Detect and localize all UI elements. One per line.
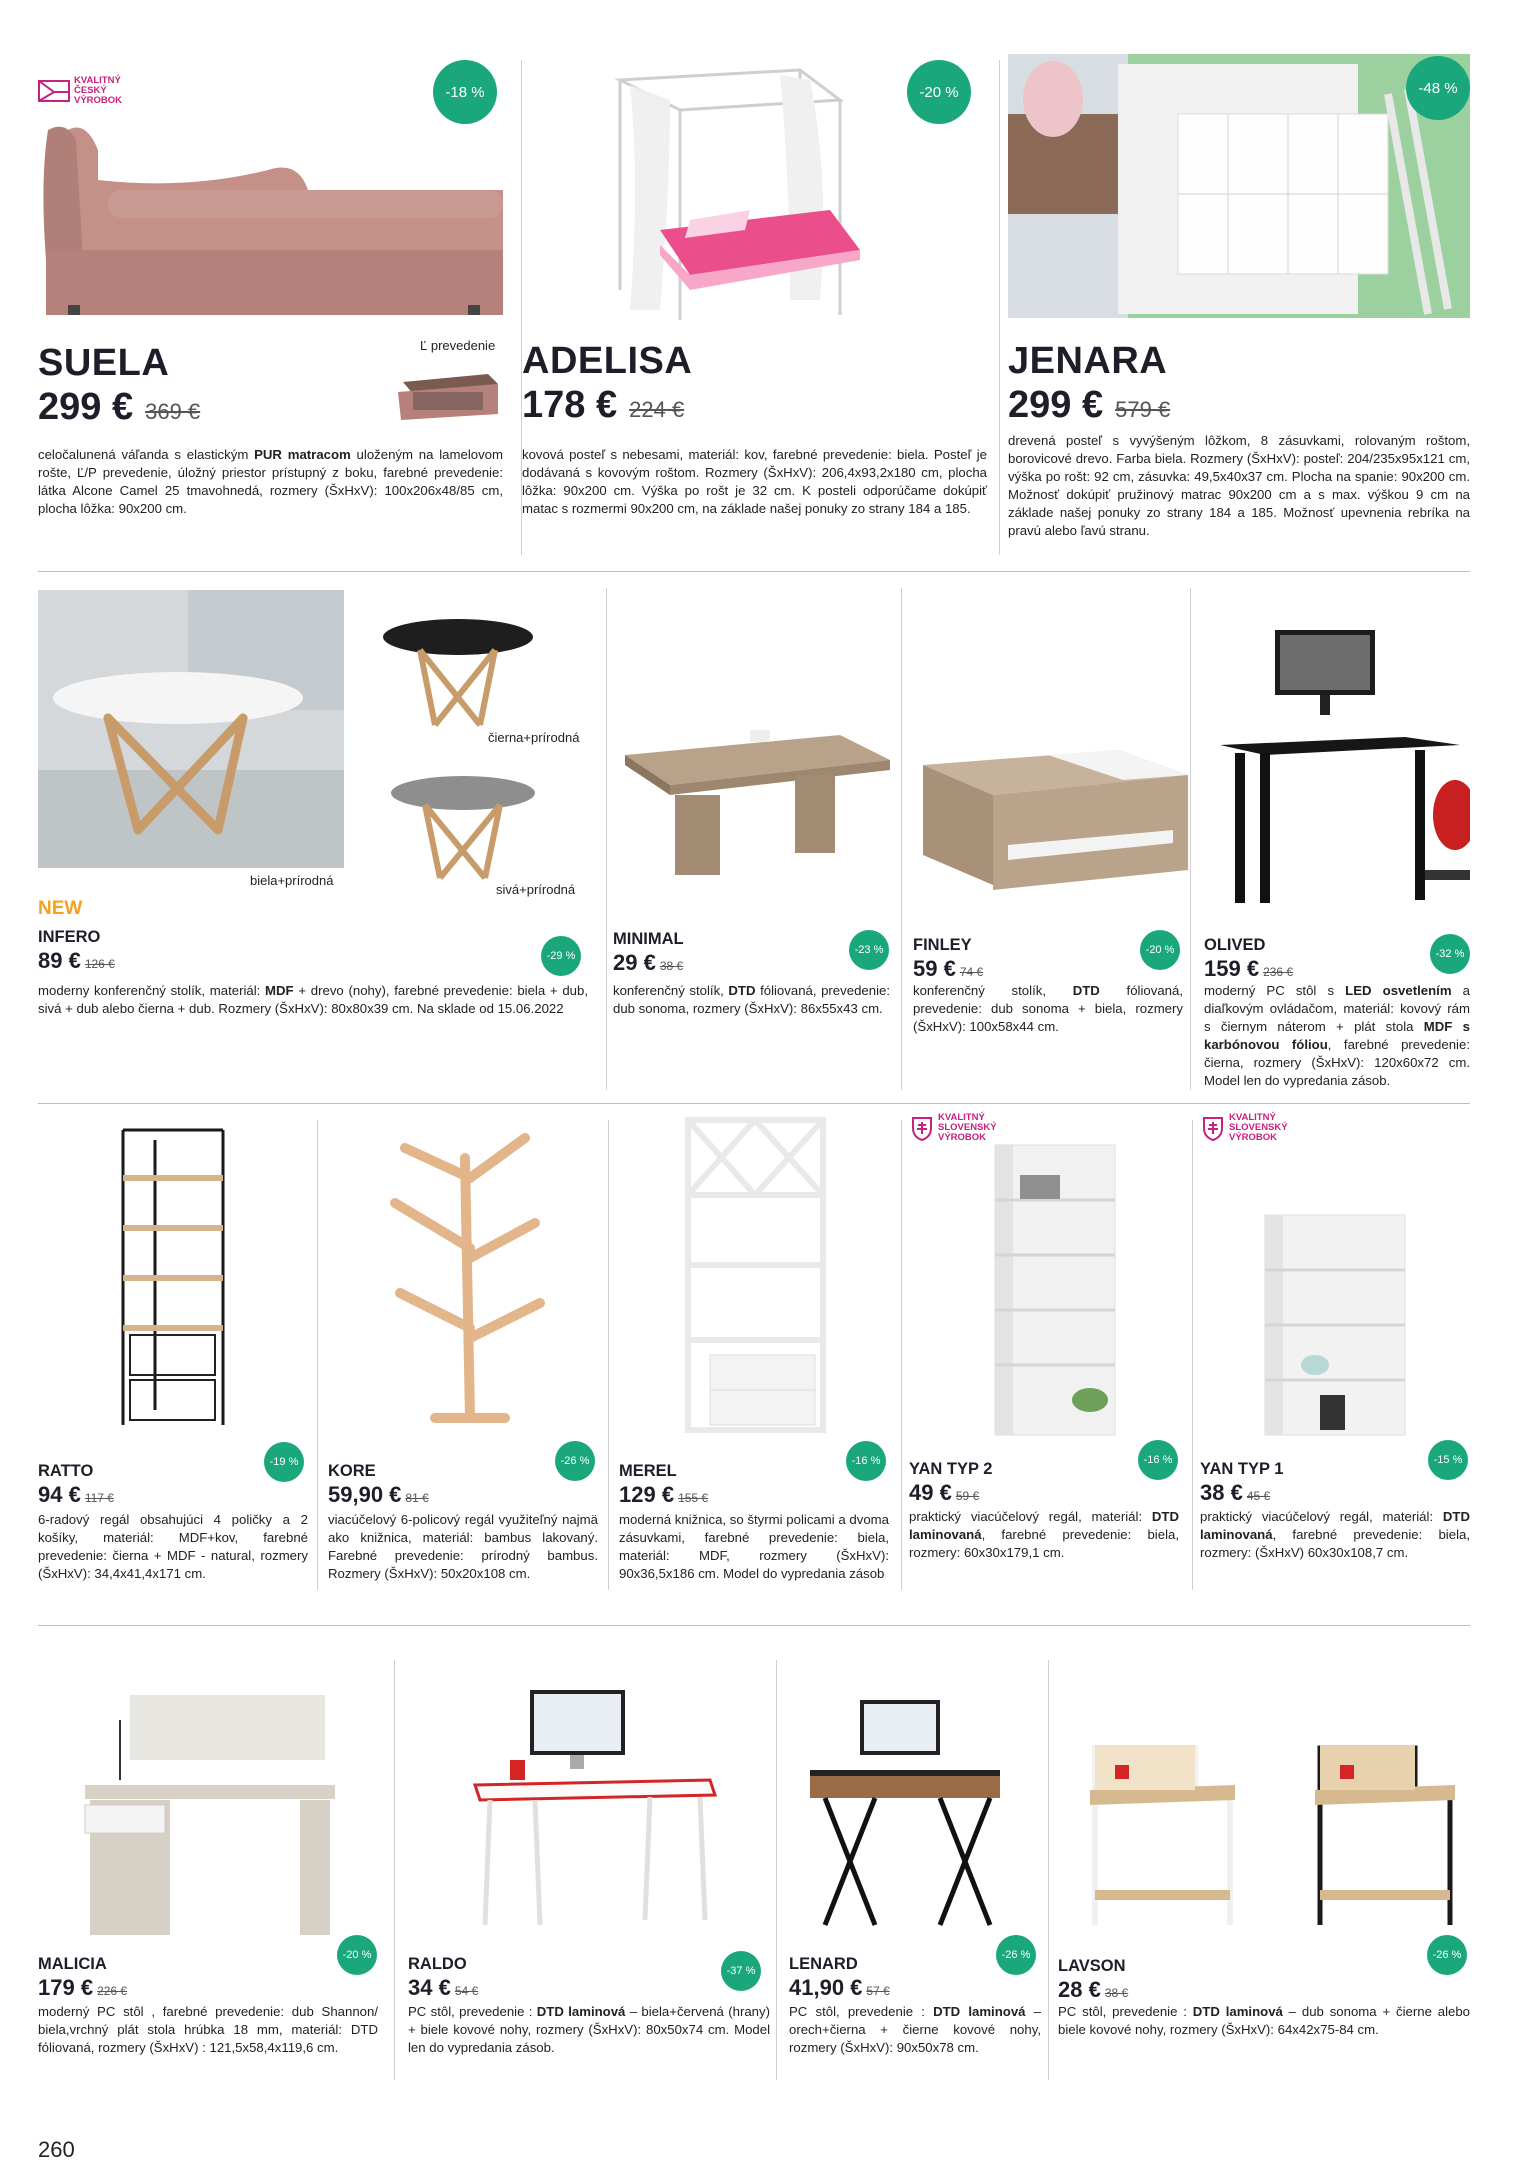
yan1-description: praktický viacúčelový regál, materiál: DTD laminovaná, farebné prevedenie: biela, rozmery: (ŠxHxV) 60x30x108,7 cm. <box>1200 1509 1470 1560</box>
malicia-price: 179 € <box>38 1975 94 2000</box>
minimal-description: konferenčný stolík, DTD fóliovaná, prevedenie: dub sonoma, rozmery (ŠxHxV): 86x55x43 cm. <box>613 983 890 1016</box>
infero-description: moderny konferenčný stolík, materiál: MDF + drevo (nohy), farebné prevedenie: biela + dub, sivá + dub alebo čierna + dub. Rozmery (ŠxHxV): 80x80x39 cm. Na sklade od 15.06.2022 <box>38 983 588 1016</box>
infero-price-row <box>38 948 115 974</box>
row-divider <box>38 571 1470 572</box>
lavson-white-variant-image <box>1085 1740 1240 1930</box>
minimal-old-price: 38 € <box>659 959 684 973</box>
olived-description: moderný PC stôl s LED osvetlením a diaľkovým ovládačom, materiál: kovový rám s čiernym náterom + plát stola MDF s karbónovou fóliou, farebné prevedenie: čierna, rozmery (ŠxHxV): 120x60x72 cm. Model len do vypredania zásob. <box>1204 983 1471 1088</box>
yan1-price: 38 € <box>1200 1480 1243 1505</box>
minimal-discount-badge: -23 % <box>849 930 889 970</box>
kore-discount-badge: -26 % <box>555 1441 595 1481</box>
kore-product-image <box>375 1128 555 1423</box>
infero-white-label: biela+prírodná <box>250 873 334 888</box>
jenara-name: JENARA <box>1008 340 1168 382</box>
adelisa-product-image <box>600 60 900 330</box>
lavson-name: LAVSON <box>1058 1957 1126 1975</box>
yan2-old-price: 59 € <box>955 1489 980 1503</box>
ratto-discount-badge: -19 % <box>264 1442 304 1482</box>
suela-variant-image <box>393 362 503 424</box>
raldo-price-row <box>408 1975 478 2001</box>
kore-description: viacúčelový 6-policový regál využiteľný najmä ako knižnica, materiál: bambus lakovaný. Farebné prevedenie: prírodný bambus. Rozmery (ŠxHxV): 50x20x108 cm. <box>328 1512 598 1581</box>
yan2-description: praktický viacúčelový regál, materiál: DTD laminovaná, farebné prevedenie: biela, rozmery: 60x30x179,1 cm. <box>909 1509 1179 1560</box>
kore-price: 59,90 € <box>328 1482 402 1507</box>
slovak-shield-icon <box>910 1115 934 1141</box>
infero-black-variant-image <box>380 605 535 730</box>
divider <box>901 588 902 1090</box>
suela-description: celočalunená váľanda s elastickým PUR matracom uloženým na lamelovom rošte, Ľ/P prevedenie, úložný priestor prístupný z boku, farebné prevedenie: látka Alcone Camel 25 tmavohnedá, rozmery (ŠxHxV): 100x206x48/85 cm, plocha lôžka: 90x200 cm. <box>38 447 503 516</box>
olived-price: 159 € <box>1204 956 1260 981</box>
jenara-description: drevená posteľ s vyvýšeným lôžkom, 8 zásuvkami, rolovaným roštom, borovicové drevo. Farba biela. Rozmery (ŠxHxV): posteľ: 204/235x95x121 cm, výška po rošt: 92 cm, zásuvka: 49,5x40x37 cm. Plocha na spanie: 90x200 cm. Možnosť dokúpiť pružinový matrac 90x200 cm a s max. výškou 9 cm na základe našej ponuky zo strany 184 a 185. Možnosť upevnenia rebríka na pravú alebo ľavú stranu. <box>1008 433 1470 538</box>
finley-old-price: 74 € <box>959 965 984 979</box>
divider <box>394 1660 395 2080</box>
lavson-price: 28 € <box>1058 1977 1101 2002</box>
yan2-price: 49 € <box>909 1480 952 1505</box>
suela-discount-badge: -18 % <box>433 60 497 124</box>
olived-discount-badge: -32 % <box>1430 934 1470 974</box>
finley-product-image <box>918 725 1193 890</box>
kore-name: KORE <box>328 1462 376 1480</box>
ratto-product-image <box>115 1125 230 1430</box>
lenard-name: LENARD <box>789 1955 858 1973</box>
row-divider <box>38 1103 1470 1104</box>
yan1-slovak-badge: KVALITNÝ SLOVENSKÝ VÝROBOK <box>1201 1113 1288 1143</box>
divider <box>1048 1660 1049 2080</box>
lenard-product-image <box>805 1695 1005 1930</box>
yan1-name: YAN TYP 1 <box>1200 1460 1284 1478</box>
suela-old-price: 369 € <box>145 399 201 424</box>
malicia-name: MALICIA <box>38 1955 107 1973</box>
olived-product-image <box>1215 625 1470 915</box>
jenara-price-row <box>1008 384 1170 427</box>
infero-name: INFERO <box>38 928 101 946</box>
jenara-old-price: 579 € <box>1115 397 1171 422</box>
olived-name: OLIVED <box>1204 936 1266 954</box>
jenara-discount-badge: -48 % <box>1406 56 1470 120</box>
adelisa-price-row <box>522 384 684 427</box>
raldo-discount-badge: -37 % <box>721 1951 761 1991</box>
malicia-old-price: 226 € <box>97 1984 128 1998</box>
yan1-old-price: 45 € <box>1246 1489 1271 1503</box>
kore-price-row <box>328 1482 429 1508</box>
minimal-price-row <box>613 950 683 976</box>
olived-old-price: 236 € <box>1263 965 1294 979</box>
ratto-price-row <box>38 1482 114 1508</box>
page-number: 260 <box>38 2137 75 2162</box>
divider <box>776 1660 777 2080</box>
ratto-description: 6-radový regál obsahujúci 4 poličky a 2 košíky, materiál: MDF+kov, farebné prevedenie: čierna + MDF - natural, rozmery (ŠxHxV): 34,4x41,4x171 cm. <box>38 1512 308 1581</box>
lenard-discount-badge: -26 % <box>996 1935 1036 1975</box>
ratto-price: 94 € <box>38 1482 81 1507</box>
lenard-price: 41,90 € <box>789 1975 863 2000</box>
lavson-black-variant-image <box>1310 1740 1460 1930</box>
divider <box>1190 588 1191 1090</box>
merel-price-row <box>619 1482 708 1508</box>
merel-discount-badge: -16 % <box>846 1441 886 1481</box>
divider <box>317 1120 318 1590</box>
divider <box>901 1120 902 1590</box>
infero-grey-variant-image <box>385 763 540 883</box>
merel-old-price: 155 € <box>678 1491 709 1505</box>
suela-price-row <box>38 386 200 429</box>
suela-product-image <box>38 120 503 320</box>
lenard-price-row <box>789 1975 890 2001</box>
divider <box>608 1120 609 1590</box>
raldo-description: PC stôl, prevedenie : DTD laminová – biela+červená (hrany) + biele kovové nohy, rozmery (ŠxHxV): 80x50x74 cm. Model len do vypredania zásob. <box>408 2004 770 2055</box>
suela-variant-label: Ľ prevedenie <box>420 338 496 353</box>
finley-price-row <box>913 956 983 982</box>
adelisa-old-price: 224 € <box>629 397 685 422</box>
yan1-product-image <box>1260 1210 1410 1440</box>
yan2-discount-badge: -16 % <box>1138 1440 1178 1480</box>
yan2-product-image <box>990 1140 1125 1440</box>
infero-product-image <box>38 590 344 868</box>
infero-price: 89 € <box>38 948 81 973</box>
merel-product-image <box>680 1115 830 1440</box>
yan1-price-row <box>1200 1480 1270 1506</box>
row-divider <box>38 1625 1470 1626</box>
adelisa-name: ADELISA <box>522 340 693 382</box>
adelisa-description: kovová posteľ s nebesami, materiál: kov, farebné prevedenie: biela. Posteľ je dodávaná s kovovým roštom. Rozmery (ŠxHxV): 206,4x93,2x180 cm, plocha lôžka: 90x200 cm. Výška po rošt je 32 cm. K posteli odporúčame dokúpiť matac s rozmermi 90x200 cm, na základe našej ponuky zo strany 184 a 185. <box>522 447 987 516</box>
czech-quality-badge: KVALITNÝ ČESKÝ VÝROBOK <box>38 76 122 106</box>
yan2-slovak-badge: KVALITNÝ SLOVENSKÝ VÝROBOK <box>910 1113 997 1143</box>
czech-flag-icon <box>38 78 70 104</box>
lavson-description: PC stôl, prevedenie : DTD laminová – dub sonoma + čierne alebo biele kovové nohy, rozmery (ŠxHxV): 64x42x75-84 cm. <box>1058 2004 1471 2037</box>
infero-old-price: 126 € <box>84 957 115 971</box>
divider <box>999 60 1000 555</box>
infero-black-label: čierna+prírodná <box>488 730 580 745</box>
slovak-shield-icon <box>1201 1115 1225 1141</box>
divider <box>606 588 607 1090</box>
lavson-discount-badge: -26 % <box>1427 1935 1467 1975</box>
suela-name: SUELA <box>38 342 170 384</box>
adelisa-price: 178 € <box>522 384 618 426</box>
lenard-old-price: 57 € <box>866 1984 890 1998</box>
raldo-old-price: 54 € <box>454 1984 479 1998</box>
finley-discount-badge: -20 % <box>1140 930 1180 970</box>
raldo-product-image <box>470 1685 720 1930</box>
kore-old-price: 81 € <box>405 1491 429 1505</box>
adelisa-discount-badge: -20 % <box>907 60 971 124</box>
malicia-price-row <box>38 1975 127 2001</box>
jenara-product-image <box>1008 54 1470 318</box>
olived-price-row <box>1204 956 1293 982</box>
divider <box>1192 1120 1193 1590</box>
suela-price: 299 € <box>38 386 134 428</box>
lavson-price-row <box>1058 1977 1128 2003</box>
yan2-name: YAN TYP 2 <box>909 1460 993 1478</box>
lenard-description: PC stôl, prevedenie : DTD laminová – orech+čierna + čierne kovové nohy, rozmery (ŠxHxV): 90x50x78 cm. <box>789 2004 1041 2055</box>
malicia-description: moderný PC stôl , farebné prevedenie: dub Shannon/ biela,vrchný plát stola hrúbka 18 mm, materiál: DTD fóliovaná, rozmery (ŠxHxV) : 121,5x58,4x119,6 cm. <box>38 2004 378 2055</box>
minimal-price: 29 € <box>613 950 656 975</box>
merel-price: 129 € <box>619 1482 675 1507</box>
malicia-product-image <box>80 1690 340 1935</box>
raldo-price: 34 € <box>408 1975 451 2000</box>
jenara-price: 299 € <box>1008 384 1104 426</box>
finley-description: konferenčný stolík, DTD fóliovaná, prevedenie: dub sonoma + biela, rozmery (ŠxHxV): 100x58x44 cm. <box>913 983 1183 1034</box>
merel-name: MEREL <box>619 1462 677 1480</box>
finley-name: FINLEY <box>913 936 972 954</box>
minimal-name: MINIMAL <box>613 930 684 948</box>
ratto-old-price: 117 € <box>84 1491 114 1505</box>
merel-description: moderná knižnica, so štyrmi policami a dvoma zásuvkami, farebné prevedenie: biela, materiál: MDF, rozmery (ŠxHxV): 90x36,5x186 cm. Model do vypredania zásob <box>619 1512 889 1581</box>
lavson-old-price: 38 € <box>1104 1986 1129 2000</box>
infero-grey-label: sivá+prírodná <box>496 882 576 897</box>
minimal-product-image <box>620 720 895 880</box>
malicia-discount-badge: -20 % <box>337 1935 377 1975</box>
yan2-price-row <box>909 1480 979 1506</box>
yan1-discount-badge: -15 % <box>1428 1440 1468 1480</box>
infero-discount-badge: -29 % <box>541 936 581 976</box>
ratto-name: RATTO <box>38 1462 94 1480</box>
infero-new-label: NEW <box>38 898 83 919</box>
raldo-name: RALDO <box>408 1955 467 1973</box>
finley-price: 59 € <box>913 956 956 981</box>
